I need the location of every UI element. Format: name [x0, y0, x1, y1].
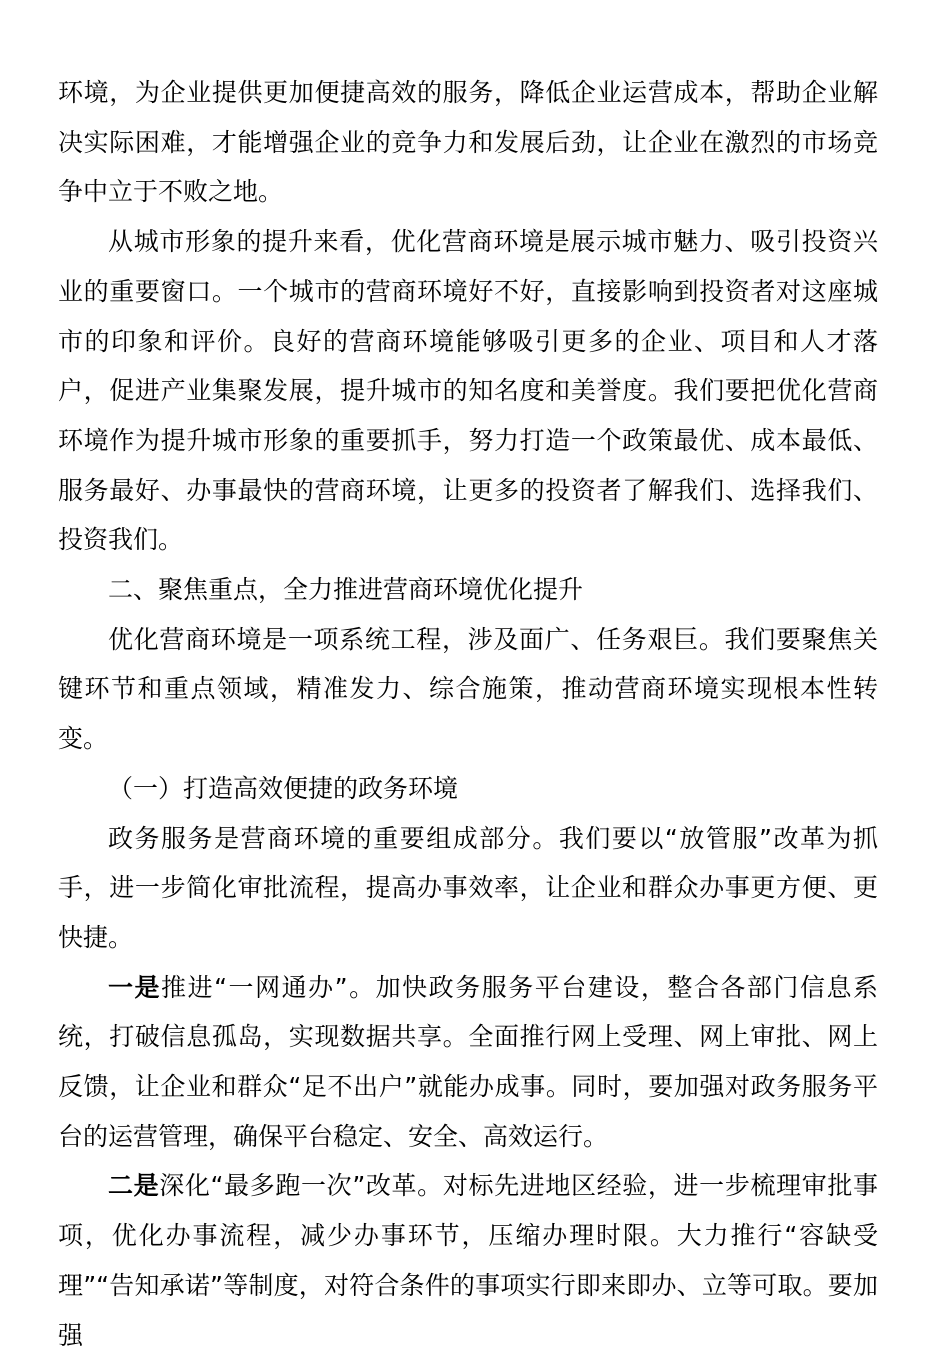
- point-one-text: 推进“一网通办”。加快政务服务平台建设，整合各部门信息系统，打破信息孤岛，实现数据共享。全面推行网上受理、网上审批、网上反馈，让企业和群众“足不出户”就能办成事。同时，要加强对政务服务平台的运营管理，确保平台稳定、安全、高效运行。: [58, 972, 878, 1151]
- paragraph-point-one: [58, 963, 878, 1162]
- paragraph-government-service: 政务服务是营商环境的重要组成部分。我们要以“放管服”改革为抓手，进一步简化审批流程，提高办事效率，让企业和群众办事更方便、更快捷。: [58, 823, 878, 952]
- subsection-heading-1: （一）打造高效便捷的政务环境: [108, 773, 459, 803]
- paragraph-system-engineering: 优化营商环境是一项系统工程，涉及面广、任务艰巨。我们要聚焦关键环节和重点领域，精准发力、综合施策，推动营商环境实现根本性转变。: [58, 624, 878, 754]
- paragraph-city-image: 从城市形象的提升来看，优化营商环境是展示城市魅力、吸引投资兴业的重要窗口。一个城市的营商环境好不好，直接影响到投资者对这座城市的印象和评价。良好的营商环境能够吸引更多的企业、项目和人才落户，促进产业集聚发展，提升城市的知名度和美誉度。我们要把优化营商环境作为提升城市形象的重要抓手，努力打造一个政策最优、成本最低、服务最好、办事最快的营商环境，让更多的投资者了解我们、选择我们、投资我们。: [58, 227, 878, 555]
- point-two-text: 深化“最多跑一次”改革。对标先进地区经验，进一步梳理审批事项，优化办事流程，减少办事环节，压缩办理时限。大力推行“容缺受理”“告知承诺”等制度，对符合条件的事项实行即来即办、立等可取。要加强: [58, 1171, 878, 1350]
- section-heading-2: 二、聚焦重点，全力推进营商环境优化提升: [108, 575, 584, 605]
- lead-label-one: 一是: [108, 972, 162, 1002]
- paragraph-continuation: 环境，为企业提供更加便捷高效的服务，降低企业运营成本，帮助企业解决实际困难，才能增强企业的竞争力和发展后劲，让企业在激烈的市场竞争中立于不败之地。: [58, 78, 878, 207]
- document-body: [58, 68, 878, 1360]
- lead-label-two: 二是: [108, 1171, 160, 1201]
- paragraph-point-two: [58, 1161, 878, 1360]
